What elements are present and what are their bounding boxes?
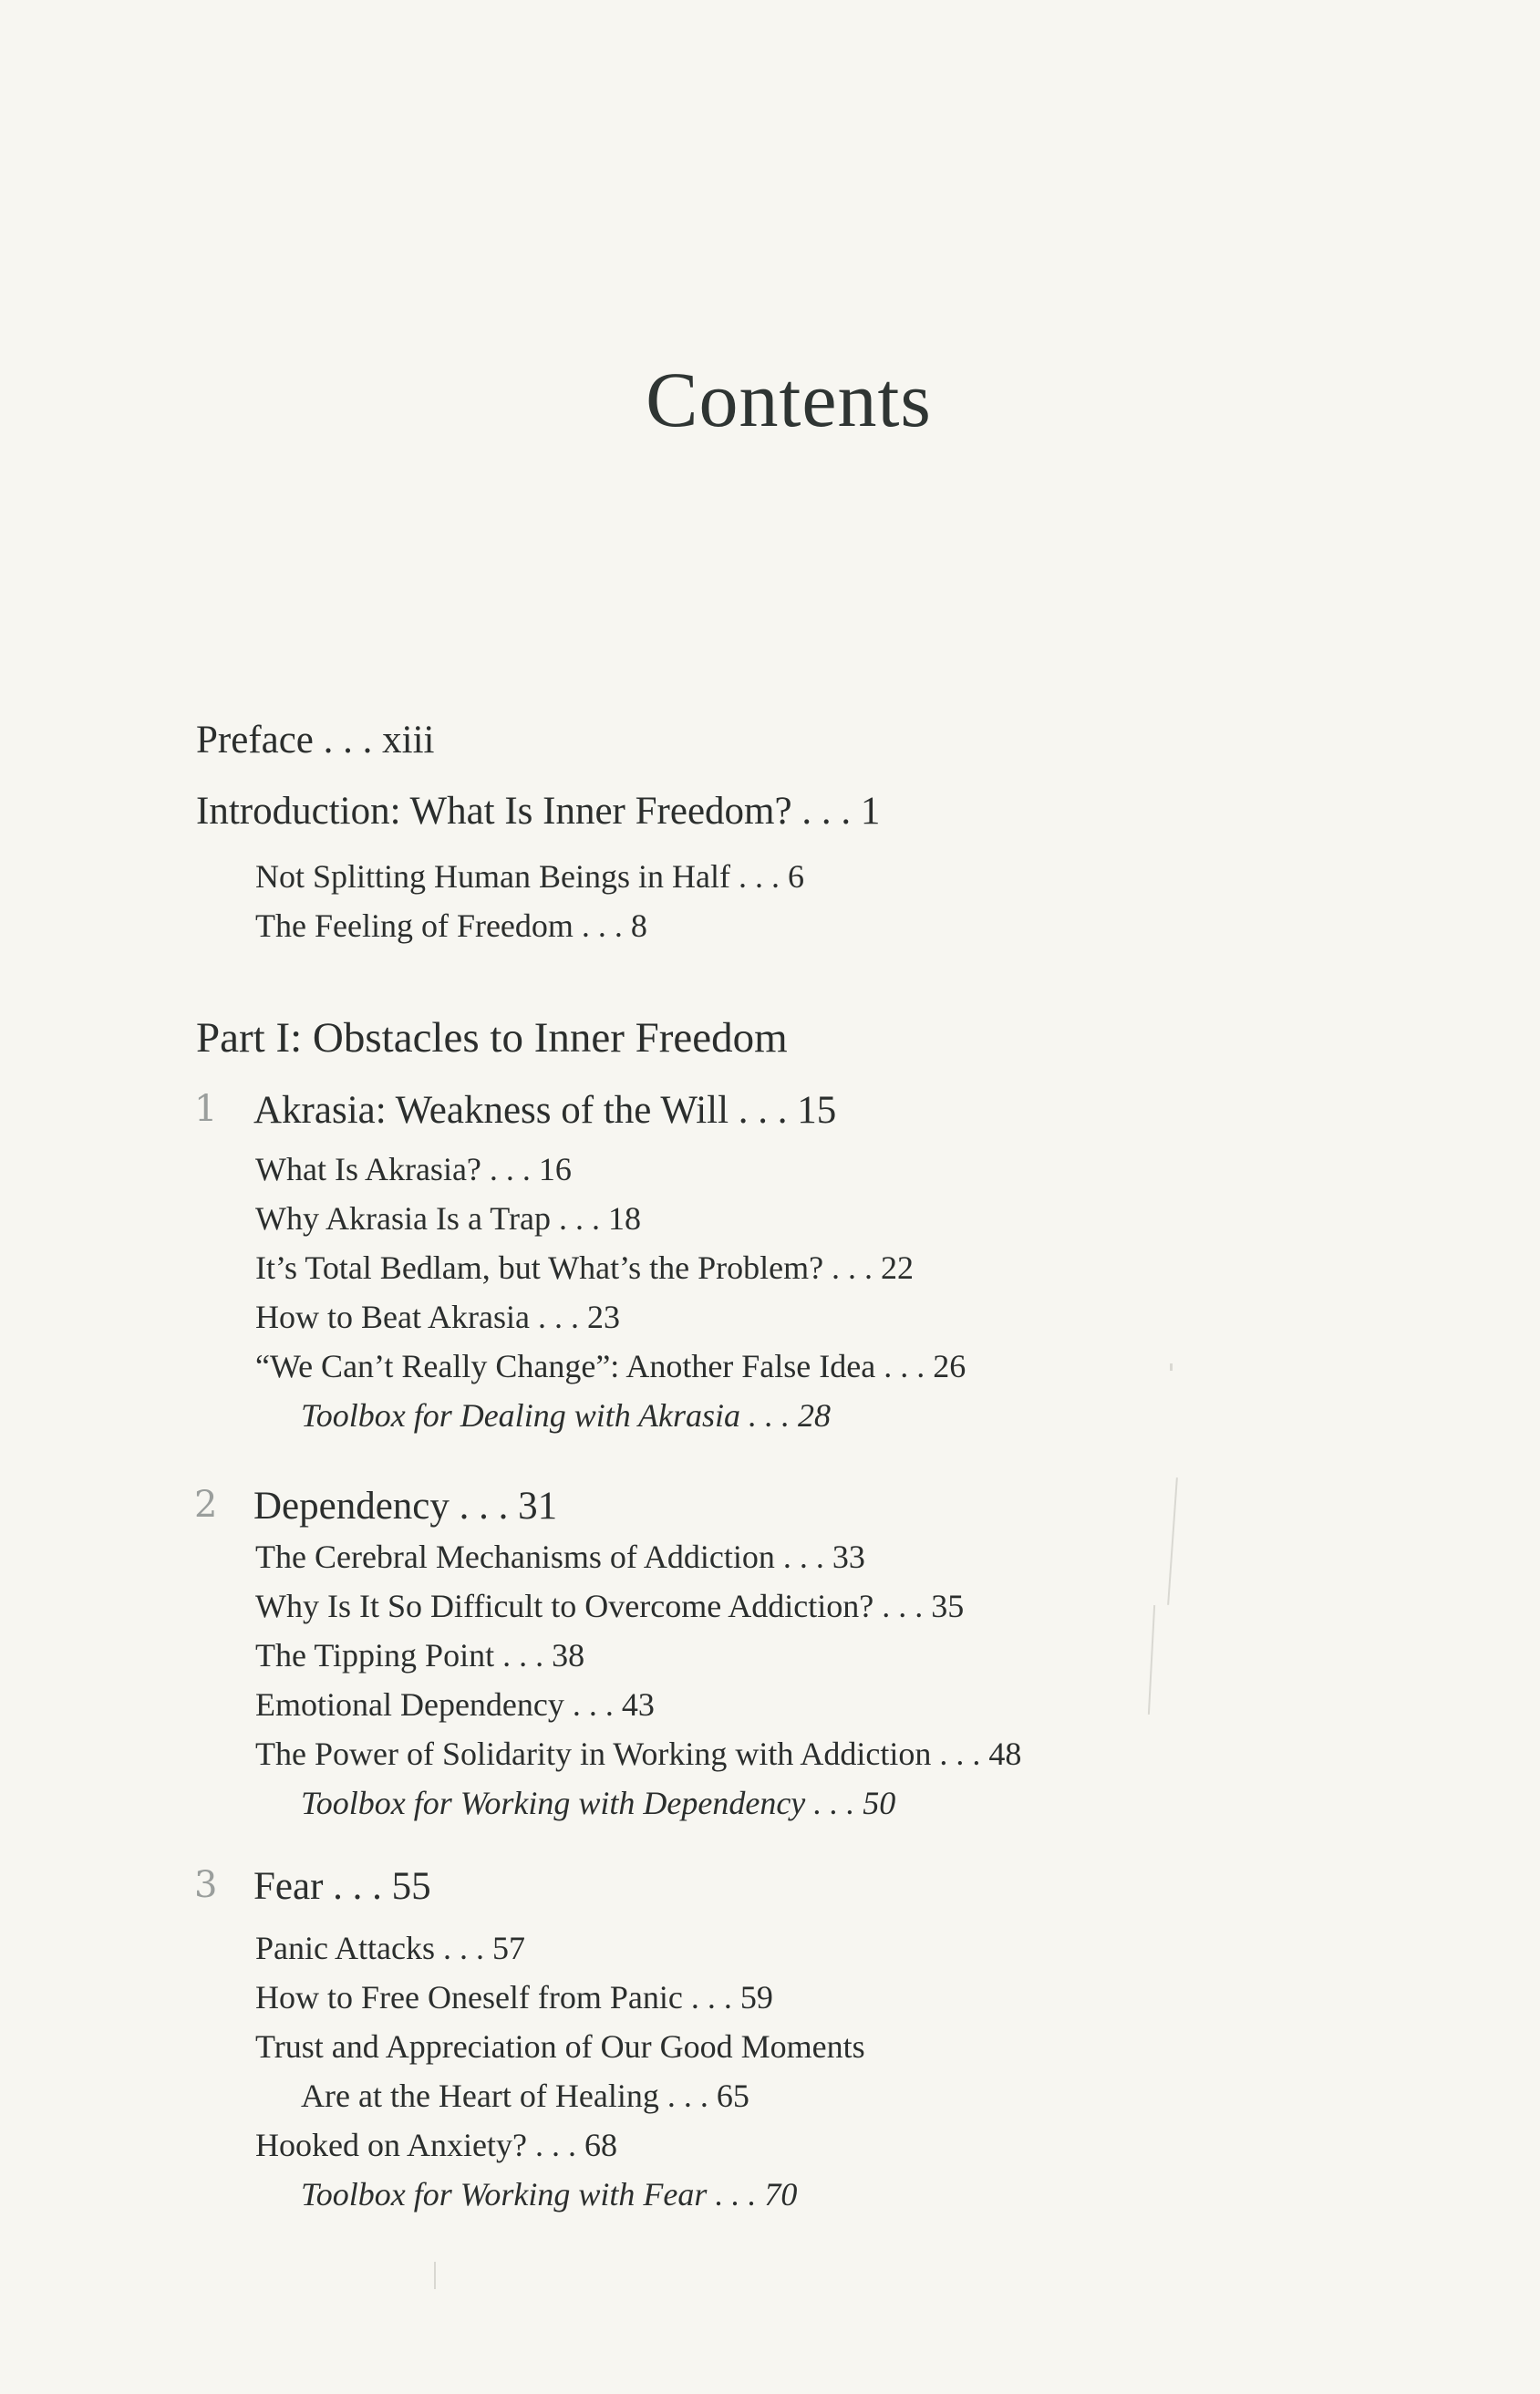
toc-section-entry: “We Can’t Really Change”: Another False Idea . . . 26 xyxy=(255,1348,966,1384)
toc-section-entry: Panic Attacks . . . 57 xyxy=(255,1930,525,1966)
toc-section-entry: The Feeling of Freedom . . . 8 xyxy=(255,907,647,944)
toc-section-entry: Not Splitting Human Beings in Half . . . 6 xyxy=(255,858,804,895)
toc-chapter-entry: Fear . . . 55 xyxy=(253,1865,431,1908)
chapter-number: 2 xyxy=(194,1484,218,1526)
scan-mark xyxy=(1167,1477,1178,1605)
scan-mark xyxy=(1148,1605,1155,1715)
toc-section-entry: The Tipping Point . . . 38 xyxy=(255,1637,585,1674)
scan-mark xyxy=(1170,1363,1173,1371)
toc-section-entry: What Is Akrasia? . . . 16 xyxy=(255,1151,572,1187)
toc-section-entry: Hooked on Anxiety? . . . 68 xyxy=(255,2127,617,2163)
toc-section-entry-continuation: Are at the Heart of Healing . . . 65 xyxy=(301,2078,749,2114)
toolbox-entry: Toolbox for Working with Dependency . . . 50 xyxy=(301,1785,896,1821)
chapter-number: 1 xyxy=(194,1088,218,1130)
toc-section-entry: The Power of Solidarity in Working with Addiction . . . 48 xyxy=(255,1736,1022,1772)
toc-section-entry: Trust and Appreciation of Our Good Moments xyxy=(255,2028,865,2065)
chapter-number: 3 xyxy=(194,1864,218,1906)
toc-section-entry: How to Beat Akrasia . . . 23 xyxy=(255,1299,620,1335)
toc-section-entry: Why Is It So Difficult to Overcome Addiction? . . . 35 xyxy=(255,1588,965,1624)
toc-section-entry: Emotional Dependency . . . 43 xyxy=(255,1686,655,1723)
toc-section-entry: The Cerebral Mechanisms of Addiction . . . 33 xyxy=(255,1539,865,1575)
toc-section-entry: How to Free Oneself from Panic . . . 59 xyxy=(255,1979,773,2016)
toolbox-entry: Toolbox for Working with Fear . . . 70 xyxy=(301,2176,798,2213)
toc-entry-introduction: Introduction: What Is Inner Freedom? . . . 1 xyxy=(196,790,881,833)
part-heading: Part I: Obstacles to Inner Freedom xyxy=(196,1014,788,1062)
page-title: Contents xyxy=(646,356,932,443)
toc-chapter-entry: Akrasia: Weakness of the Will . . . 15 xyxy=(253,1089,837,1132)
toc-section-entry: Why Akrasia Is a Trap . . . 18 xyxy=(255,1200,641,1237)
scan-mark xyxy=(434,2262,436,2289)
toc-section-entry: It’s Total Bedlam, but What’s the Problem? . . . 22 xyxy=(255,1249,915,1286)
toolbox-entry: Toolbox for Dealing with Akrasia . . . 28 xyxy=(301,1397,832,1434)
toc-entry-preface: Preface . . . xiii xyxy=(196,719,435,762)
toc-chapter-entry: Dependency . . . 31 xyxy=(253,1485,558,1528)
